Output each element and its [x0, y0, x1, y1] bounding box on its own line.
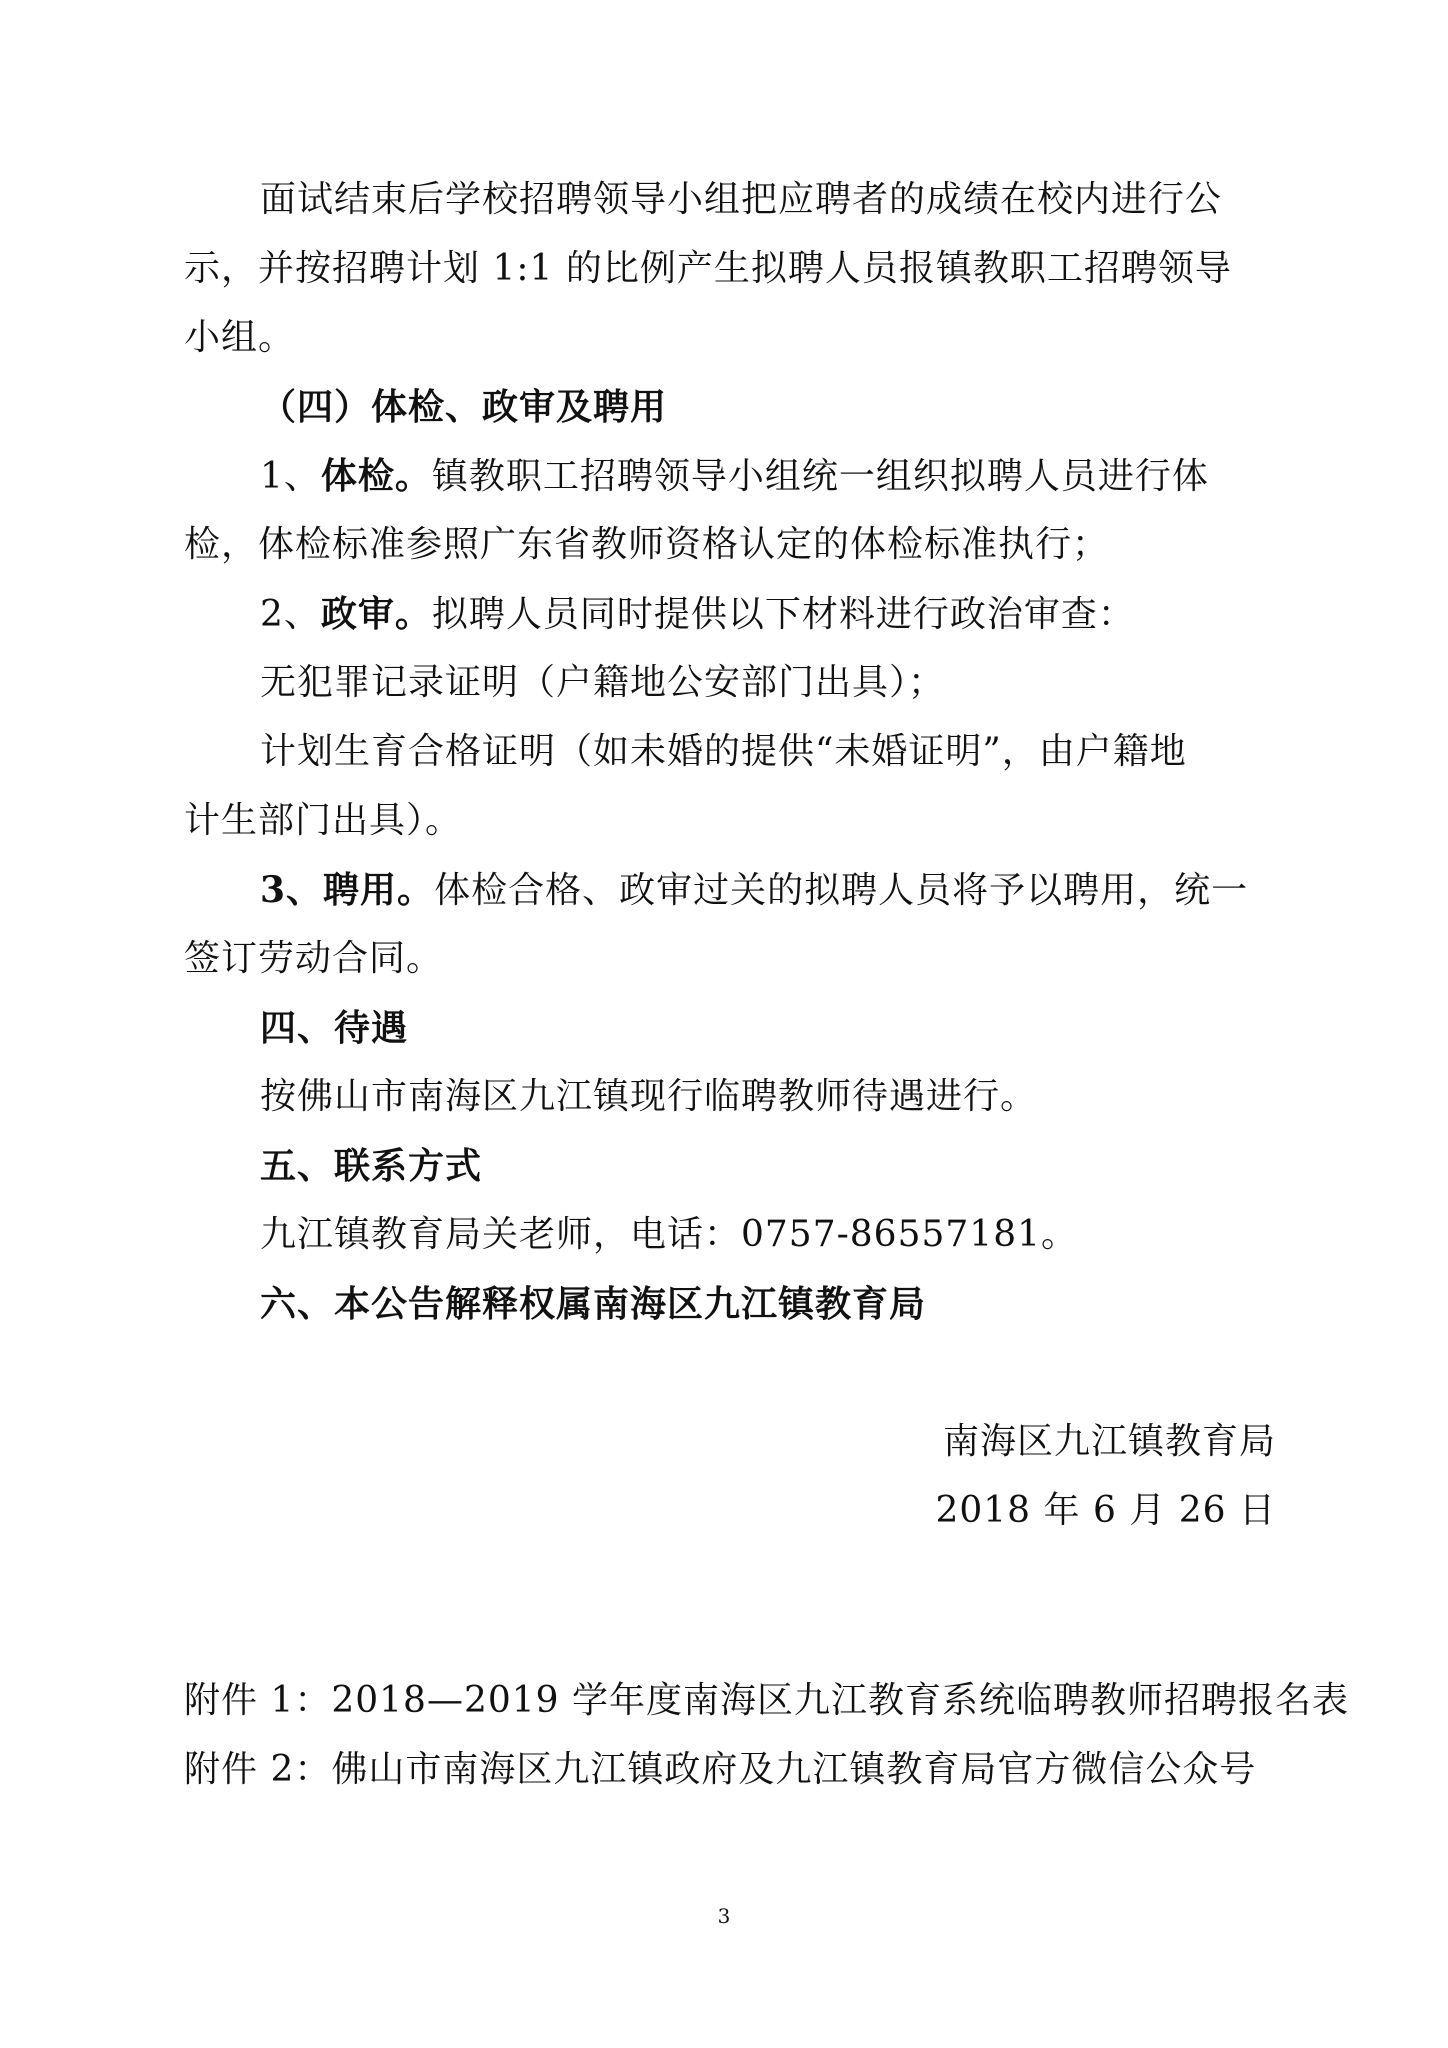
attachment-2: 附件 2：佛山市南海区九江镇政府及九江镇教育局官方微信公众号 — [184, 1749, 1257, 1790]
item-2-text: 拟聘人员同时提供以下材料进行政治审查： — [431, 594, 1135, 635]
paragraph-interview-line-1: 面试结束后学校招聘领导小组把应聘者的成绩在校内进行公 — [260, 179, 1223, 220]
item-3-line-1 — [260, 866, 1248, 915]
item-1-text: 镇教职工招聘领导小组统一组织拟聘人员进行体 — [431, 456, 1209, 497]
section-contact-text: 九江镇教育局关老师，电话：0757-86557181。 — [260, 1214, 1079, 1255]
item-3-text: 体检合格、政审过关的拟聘人员将予以聘用，统一 — [434, 870, 1249, 911]
signature-org: 南海区九江镇教育局 — [942, 1421, 1276, 1462]
item-1-line-2: 检，体检标准参照广东省教师资格认定的体检标准执行； — [184, 524, 1110, 565]
section-treatment-title: 四、待遇 — [260, 1007, 409, 1049]
item-2-label: 政审。 — [320, 593, 432, 635]
paragraph-interview-line-3: 小组。 — [184, 317, 296, 358]
attachment-1: 附件 1：2018—2019 学年度南海区九江教育系统临聘教师招聘报名表 — [184, 1680, 1350, 1721]
item-2-line-1 — [260, 590, 1135, 639]
section-contact-title: 五、联系方式 — [260, 1145, 483, 1187]
item-1-label: 体检。 — [320, 455, 432, 497]
page-number: 3 — [717, 1904, 731, 1928]
item-2-material-2-line-1: 计划生育合格证明（如未婚的提供“未婚证明”，由户籍地 — [260, 731, 1187, 772]
section-4-title: （四）体检、政审及聘用 — [260, 386, 668, 428]
item-3-label: 3、聘用。 — [260, 869, 435, 911]
item-2-material-2-line-2: 计生部门出具）。 — [184, 800, 463, 841]
item-2-material-1: 无犯罪记录证明（户籍地公安部门出具）； — [260, 662, 946, 703]
item-1-number: 1、 — [260, 456, 321, 497]
item-3-line-2: 签订劳动合同。 — [184, 938, 444, 979]
section-interpretation-title: 六、本公告解释权属南海区九江镇教育局 — [260, 1283, 927, 1325]
item-1-line-1 — [260, 452, 1209, 501]
section-treatment-text: 按佛山市南海区九江镇现行临聘教师待遇进行。 — [260, 1076, 1038, 1117]
signature-date: 2018 年 6 月 26 日 — [935, 1490, 1276, 1531]
paragraph-interview-line-2: 示，并按招聘计划 1:1 的比例产生拟聘人员报镇教职工招聘领导 — [184, 248, 1232, 289]
item-2-number: 2、 — [260, 594, 321, 635]
